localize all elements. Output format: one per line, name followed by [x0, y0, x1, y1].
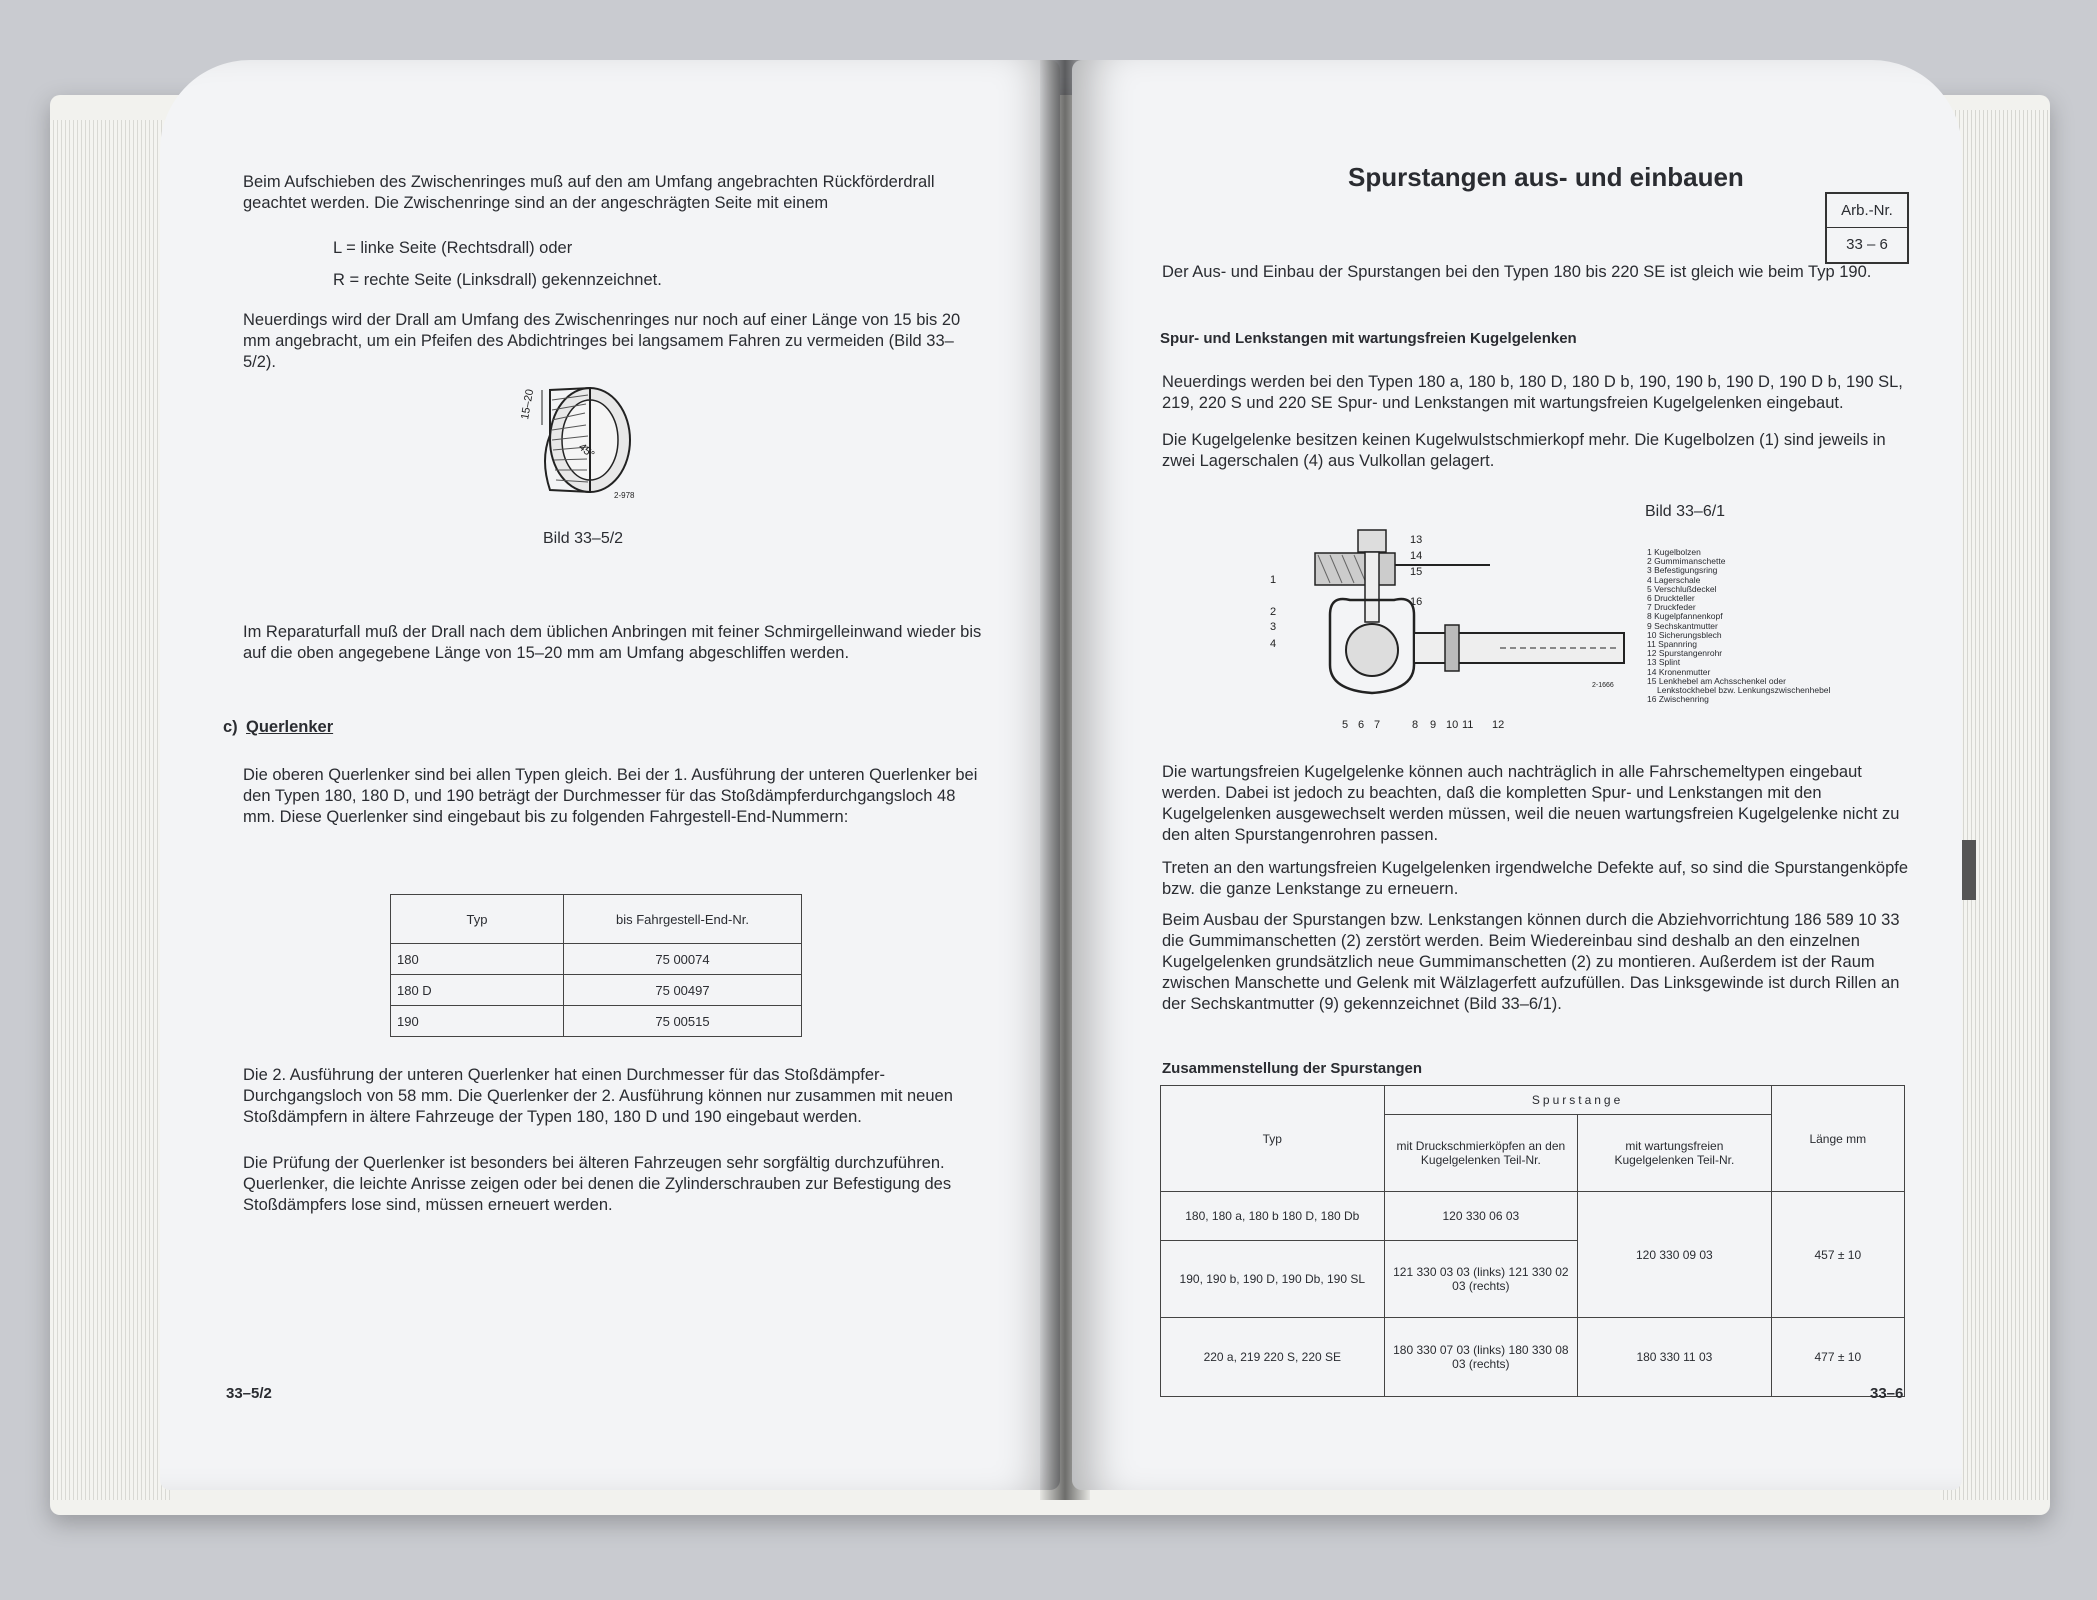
figure-legend	[1647, 548, 1830, 704]
cell-typ: 190	[391, 1006, 564, 1037]
page-number-left: 33–5/2	[226, 1385, 272, 1402]
cell-typ: 180 D	[391, 975, 564, 1006]
dimension-label: 15–20	[519, 388, 537, 421]
fahrgestell-table	[390, 894, 802, 1037]
label: 9	[1430, 719, 1437, 731]
table-header-row	[1161, 1086, 1905, 1115]
cell-wart: 120 330 09 03	[1578, 1192, 1772, 1318]
label: 8	[1412, 719, 1419, 731]
legend-item: 7 Druckfeder	[1647, 602, 1696, 613]
arb-label: Arb.-Nr.	[1827, 194, 1907, 228]
para-types: Neuerdings werden bei den Typen 180 a, 180 b, 180 D, 180 D b, 190, 190 b, 190 D, 190 D b, 190 SL, 219, 220 S und 220 SE Spur- und Lenkstangen mit wartungsfreien Kugelgelenken eingebaut.	[1162, 373, 1903, 412]
label: 3	[1270, 621, 1277, 633]
table-row	[391, 944, 802, 975]
section-title: Querlenker	[246, 718, 334, 736]
label: 13	[1410, 534, 1423, 546]
legend-item: 4 Lagerschale	[1647, 574, 1701, 585]
header-typ: Typ	[1161, 1086, 1385, 1192]
cell-typ: 190, 190 b, 190 D, 190 Db, 190 SL	[1161, 1241, 1385, 1318]
para-ausbau: Beim Ausbau der Spurstangen bzw. Lenkstangen können durch die Abziehvorrichtung 186 589 10 33 die Gummimanschetten (2) zerstört werden. Beim Wiedereinbau sind deshalb an den einzelnen Kugelgelenken grundsätzlich neue Gummimanschetten (2) zu montieren. Außerdem ist der Raum zwischen Manschette und Gelenk mit Wälzlagerfett aufzufüllen. Das Linksgewinde ist durch Rillen an der Sechskantmutter (9) gekennzeichnet (Bild 33–6/1).	[1162, 911, 1900, 1013]
cell-typ: 220 a, 219 220 S, 220 SE	[1161, 1318, 1385, 1397]
label: 5	[1342, 719, 1349, 731]
cell-typ: 180	[391, 944, 564, 975]
header-laenge: Länge mm	[1771, 1086, 1904, 1192]
label: 10	[1446, 719, 1459, 731]
kronenmutter-shape	[1358, 530, 1386, 552]
cell-laenge: 477 ± 10	[1771, 1318, 1904, 1397]
subheading: Spur- und Lenkstangen mit wartungsfreien Kugelgelenken	[1160, 330, 1577, 347]
legend-item: 3 Befestigungsring	[1647, 565, 1718, 576]
legend-item: 14 Kronenmutter	[1647, 666, 1711, 677]
sechskantmutter-shape	[1445, 625, 1459, 671]
cell-nr: 75 00515	[564, 1006, 802, 1037]
legend-item: 15 Lenkhebel am Achsschenkel oder	[1647, 675, 1786, 686]
legend-item: 9 Sechskantmutter	[1647, 620, 1718, 631]
table-row	[1161, 1192, 1905, 1241]
angle-label: 45°	[576, 441, 597, 461]
label: 14	[1410, 550, 1423, 562]
header-spurstange: Spurstange	[1384, 1086, 1771, 1115]
page-title: Spurstangen aus- und einbauen	[1348, 162, 1744, 192]
legend-item: 1 Kugelbolzen	[1647, 547, 1701, 557]
intro-paragraph-right: Der Aus- und Einbau der Spurstangen bei den Typen 180 bis 220 SE ist gleich wie beim Typ 190.	[1162, 263, 1872, 281]
kugelgelenk-drawing	[1270, 525, 1640, 735]
para-kugelgelenke: Die Kugelgelenke besitzen keinen Kugelwulstschmierkopf mehr. Die Kugelbolzen (1) sind jeweils in zwei Lagerschalen (4) aus Vulkollan gelagert.	[1162, 431, 1886, 470]
kugelbolzen-shaft	[1365, 552, 1379, 622]
figure-caption: Bild 33–5/2	[543, 530, 624, 547]
figure-ref-number: 2-1666	[1592, 682, 1614, 689]
cell-typ: 180, 180 a, 180 b 180 D, 180 Db	[1161, 1192, 1385, 1241]
label: 7	[1374, 719, 1381, 731]
header-typ: Typ	[391, 895, 564, 944]
legend-item: Lenkstockhebel bzw. Lenkungszwischenhebel	[1657, 685, 1831, 696]
cell-wart: 180 330 11 03	[1578, 1318, 1772, 1397]
legend-item: 6 Druckteller	[1647, 593, 1695, 604]
figure-ref-number: 2-978	[614, 491, 635, 500]
table-title: Zusammenstellung der Spurstangen	[1162, 1060, 1423, 1077]
table-row	[1161, 1318, 1905, 1397]
label: 4	[1270, 638, 1277, 650]
table-header-row	[391, 895, 802, 944]
cell-druck: 180 330 07 03 (links) 180 330 08 03 (rechts)	[1384, 1318, 1578, 1397]
drall-note: Neuerdings wird der Drall am Umfang des Zwischenringes nur noch auf einer Länge von 15 bis 20 mm angebracht, um ein Pfeifen des Abdichtringes bei langsamem Fahren zu vermeiden (Bild 33–5/2).	[243, 311, 961, 371]
legend-item: 11 Spannring	[1647, 639, 1697, 650]
para-nachtraeglich: Die wartungsfreien Kugelgelenke können auch nachträglich in alle Fahrschemeltypen eingebaut werden. Dabei ist jedoch zu beachten, daß die kompletten Spur- und Lenkstangen mit den Kugelgelenken ausgewechselt werden müssen, weil die neuen wartungsfreien Kugelgelenke nicht zu den alten Spurstangenrohren passen.	[1162, 763, 1900, 844]
arb-number: 33 – 6	[1846, 236, 1888, 253]
thumb-tab-marker-lower	[1962, 840, 1976, 900]
label: 2	[1270, 606, 1277, 618]
para-defekte: Treten an den wartungsfreien Kugelgelenken irgendwelche Defekte auf, so sind die Spurstangenköpfe bzw. die ganze Lenkstange zu erneuern.	[1162, 859, 1909, 898]
spurstangen-table	[1160, 1085, 1905, 1397]
second-version-note: Die 2. Ausführung der unteren Querlenker hat einen Durchmesser für das Stoßdämpfer-Durchgangsloch von 58 mm. Die Querlenker der 2. Ausführung können nur zusammen mit neuen Stoßdämpfern in ältere Fahrzeuge der Typen 180, 180 D und 190 eingebaut werden.	[243, 1066, 953, 1126]
legend-item: 5 Verschlußdeckel	[1647, 583, 1717, 594]
header-druckschmier: mit Druckschmierköpfen an den Kugelgelenken Teil-Nr.	[1384, 1115, 1578, 1192]
header-wartungsfrei: mit wartungsfreien Kugelgelenken Teil-Nr.	[1578, 1115, 1772, 1192]
table-row	[391, 975, 802, 1006]
cell-druck: 121 330 03 03 (links) 121 330 02 03 (rechts)	[1384, 1241, 1578, 1318]
table-row	[391, 1006, 802, 1037]
legend-item: 12 Spurstangenrohr	[1647, 648, 1723, 659]
left-page	[160, 60, 1060, 1490]
label: 6	[1358, 719, 1365, 731]
repair-note: Im Reparaturfall muß der Drall nach dem üblichen Anbringen mit feiner Schmirgelleinwand wieder bis auf die oben angegebene Länge von 15–20 mm am Umfang abgeschliffen werden.	[243, 623, 982, 662]
arbeits-nummer-box	[1825, 192, 1909, 264]
page-number-right: 33–6	[1870, 1385, 1904, 1402]
legend-item: 2 Gummimanschette	[1647, 556, 1726, 567]
label: 1	[1270, 574, 1277, 586]
section-letter: c)	[223, 718, 238, 736]
legend-item: 13 Splint	[1647, 657, 1681, 668]
figure-caption-right: Bild 33–6/1	[1645, 503, 1726, 520]
kugel-ball	[1346, 624, 1398, 676]
cell-nr: 75 00074	[564, 944, 802, 975]
legend-item: 8 Kugelpfannenkopf	[1647, 611, 1723, 622]
legend-item: 16 Zwischenring	[1647, 694, 1709, 705]
legend-item: 10 Sicherungsblech	[1647, 629, 1722, 640]
l-definition: L = linke Seite (Rechtsdrall) oder	[333, 239, 573, 257]
page-edges-left	[50, 120, 170, 1500]
r-definition: R = rechte Seite (Linksdrall) gekennzeichnet.	[333, 271, 662, 289]
label: 16	[1410, 596, 1423, 608]
cell-druck: 120 330 06 03	[1384, 1192, 1578, 1241]
querlenker-text: Die oberen Querlenker sind bei allen Typen gleich. Bei der 1. Ausführung der unteren Querlenker bei den Typen 180, 180 D, und 190 beträgt der Durchmesser für das Stoßdämpferdurchgangsloch 48 mm. Diese Querlenker sind eingebaut bis zu folgenden Fahrgestell-End-Nummern:	[243, 766, 978, 826]
label: 12	[1492, 719, 1505, 731]
intro-paragraph: Beim Aufschieben des Zwischenringes muß auf den am Umfang angebrachten Rückförderdrall geachtet werden. Die Zwischenringe sind an der angeschrägten Seite mit einem	[243, 173, 935, 212]
zwischenring-figure	[490, 380, 650, 520]
header-end-nr: bis Fahrgestell-End-Nr.	[564, 895, 802, 944]
label: 15	[1410, 566, 1423, 578]
cell-nr: 75 00497	[564, 975, 802, 1006]
cell-laenge: 457 ± 10	[1771, 1192, 1904, 1318]
check-note: Die Prüfung der Querlenker ist besonders bei älteren Fahrzeugen sehr sorgfältig durchzuführen. Querlenker, die leichte Anrisse zeigen oder bei denen die Zylinderschrauben zur Befestigung des Stoßdämpfers lose sind, müssen erneuert werden.	[243, 1154, 952, 1214]
label: 11	[1462, 719, 1474, 731]
